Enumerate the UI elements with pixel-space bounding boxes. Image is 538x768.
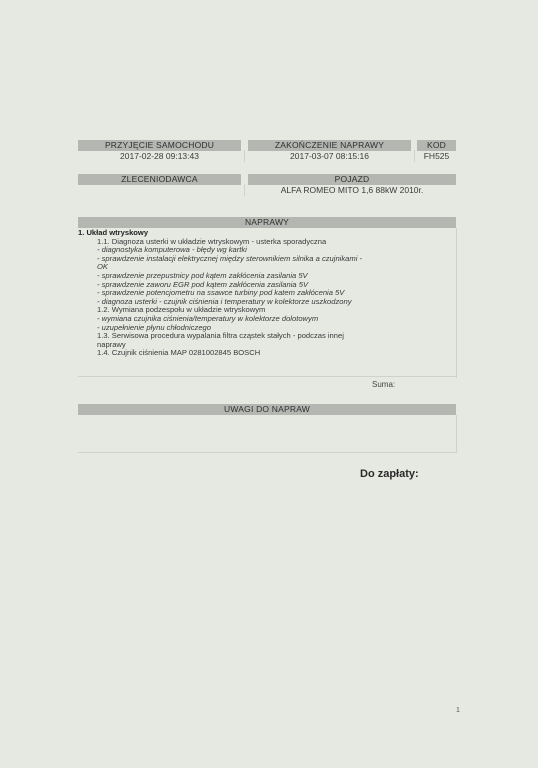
completed-value: 2017-03-07 08:15:16: [290, 151, 369, 161]
repair-line: - sprawdzenie instalacji elektrycznej między sterownikiem silnika a czujnikami -: [97, 253, 363, 263]
repair-line: 1.2. Wymiana podzespołu w układzie wtryskowym: [97, 305, 266, 315]
code-value: FH525: [423, 151, 450, 161]
notes-title: UWAGI DO NAPRAW: [78, 404, 456, 415]
repair-line: 1.3. Serwisowa procedura wypalania filtra cząstek stałych - podczas innej: [97, 331, 344, 341]
repair-line: - wymiana czujnika ciśnienia/temperatury w kolektorze dolotowym: [97, 313, 319, 323]
vehicle-label: POJAZD: [248, 174, 456, 185]
repairs-bottom-rule: [78, 376, 456, 377]
repairs-right-rule: [456, 228, 457, 378]
repair-line: 1.1. Diagnoza usterki w układzie wtryskowym - usterka sporadyczna: [97, 236, 327, 246]
header-divider: [244, 150, 245, 162]
repair-line: - sprawdzenie potencjometru na ssawce turbiny pod katem zakłócenia 5V: [97, 288, 345, 298]
client-label: ZLECENIODAWCA: [78, 174, 241, 185]
repair-line: - sprawdzenie przepustnicy pod kątem zakłócenia zasilania 5V: [97, 270, 308, 280]
page-number: 1: [456, 707, 460, 714]
header-divider: [244, 184, 245, 196]
notes-bottom-rule: [78, 452, 456, 453]
repairs-title: NAPRAWY: [78, 217, 456, 228]
vehicle-value: ALFA ROMEO MITO 1,6 88kW 2010r.: [280, 185, 424, 195]
header-divider: [414, 150, 415, 162]
repair-line: - diagnoza usterki - czujnik ciśnienia i temperatury w kolektorze uszkodzony: [97, 296, 352, 306]
sum-label: Suma:: [372, 380, 396, 389]
repair-line: - sprawdzenie zaworu EGR pod kątem zakłócenia zasilania 5V: [97, 279, 309, 289]
repair-line: - diagnostyka komputerowa - błędy wg kartki: [97, 245, 247, 255]
notes-right-rule: [456, 415, 457, 453]
received-value: 2017-02-28 09:13:43: [120, 151, 199, 161]
payment-label: Do zapłaty:: [360, 468, 419, 480]
completed-label: ZAKOŃCZENIE NAPRAWY: [248, 140, 411, 151]
received-label: PRZYJĘCIE SAMOCHODU: [78, 140, 241, 151]
repair-line: OK: [97, 262, 108, 272]
repairs-list: [78, 229, 458, 358]
code-label: KOD: [417, 140, 456, 151]
repair-line: 1. Układ wtryskowy: [78, 228, 149, 237]
repair-line: naprawy: [97, 339, 126, 349]
repair-line: - uzupełnienie płynu chłodniczego: [97, 322, 211, 332]
repair-line: 1.4. Czujnik ciśnienia MAP 0281002845 BOSCH: [97, 348, 261, 358]
